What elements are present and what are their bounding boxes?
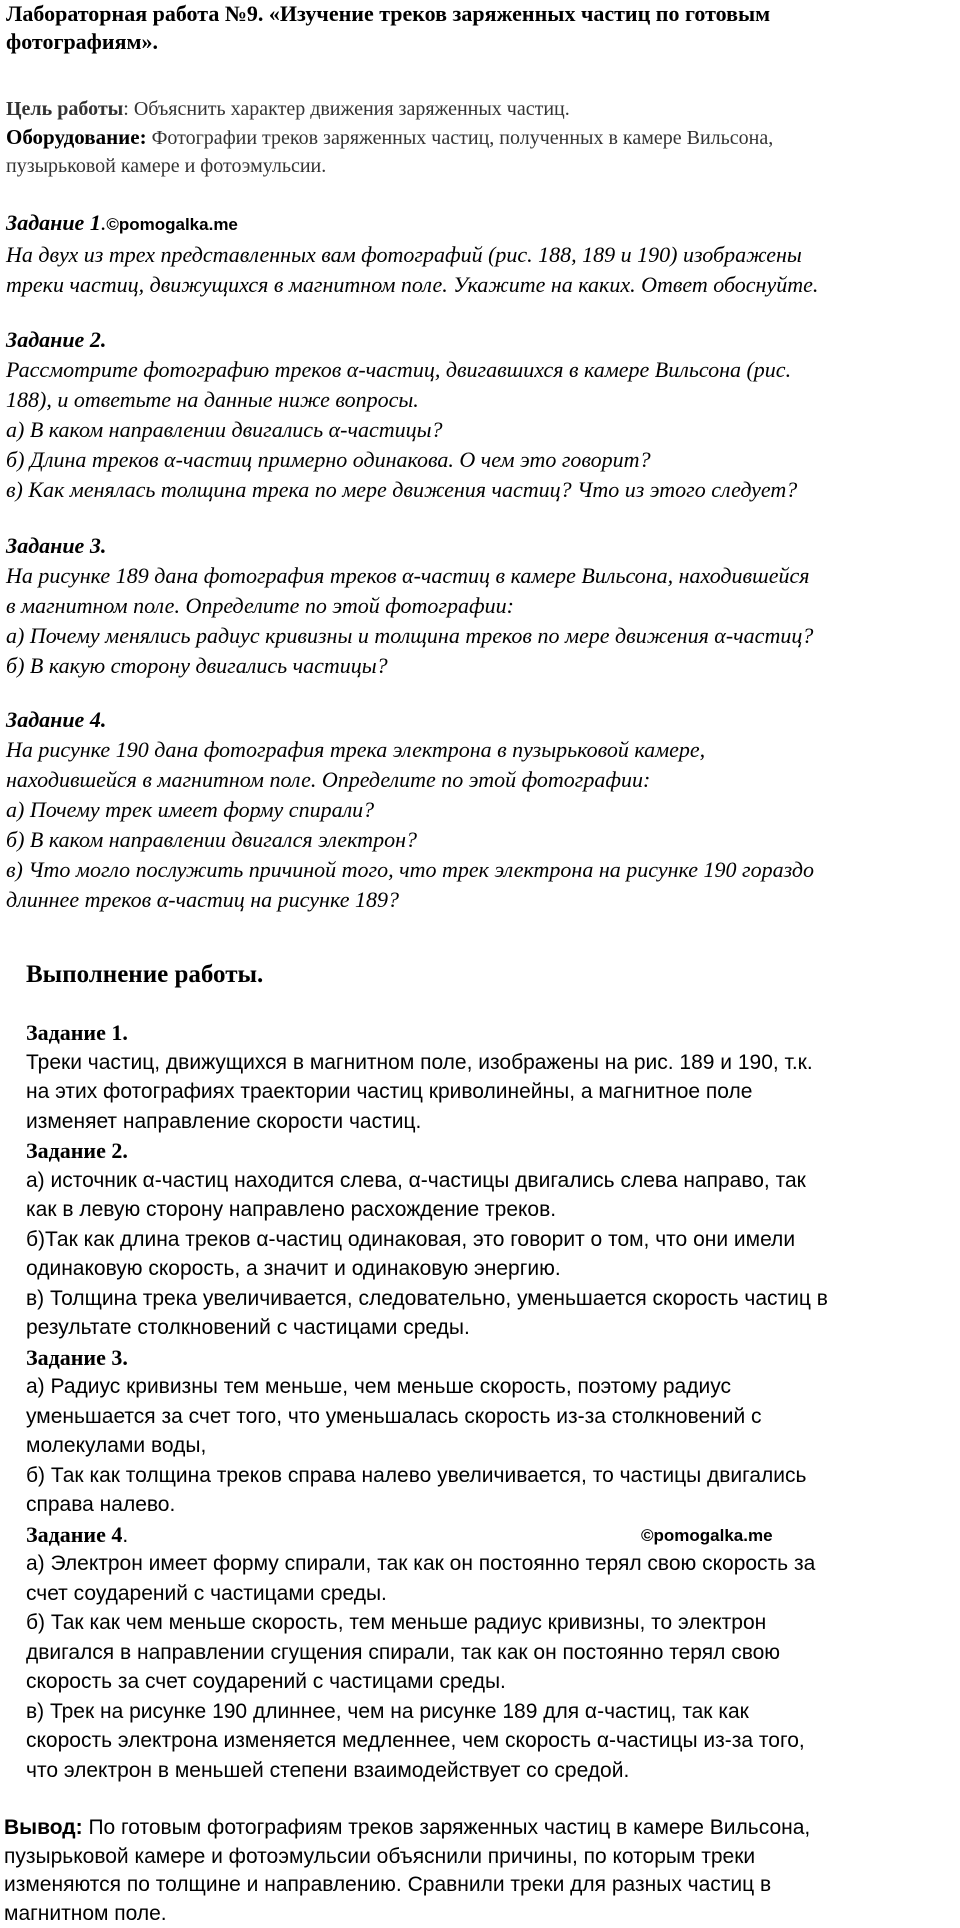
conclusion-line: магнитном поле. (4, 1900, 954, 1928)
solution-task-heading-line (26, 1018, 946, 1048)
solution-line: а) источник α-частиц находится слева, α-частицы двигались слева направо, так (26, 1166, 946, 1196)
task-3-line: На рисунке 189 дана фотография треков α-частиц в камере Вильсона, находившейся (6, 561, 960, 591)
solution-body (26, 1018, 946, 1785)
conclusion-text-1: По готовым фотографиям треков заряженных частиц в камере Вильсона, (83, 1816, 811, 1839)
solution-line: а) Радиус кривизны тем меньше, чем меньше скорость, поэтому радиус (26, 1372, 946, 1402)
task-2-line: Рассмотрите фотографию треков α-частиц, двигавшихся в камере Вильсона (рис. (6, 355, 960, 385)
solution-line: как в левую сторону направлено расхождение треков. (26, 1195, 946, 1225)
conclusion-paragraph (4, 1814, 954, 1928)
solution-line: двигался в направлении сгущения спирали, так как он постоянно терял свою (26, 1638, 946, 1668)
solution-line: счет соударений с частицами среды. (26, 1579, 946, 1609)
conclusion-label: Вывод: (4, 1816, 83, 1839)
solution-line: уменьшается за счет того, что уменьшалась скорость из-за столкновений с (26, 1402, 946, 1432)
solution-line: молекулами воды, (26, 1431, 946, 1461)
watermark-inline: ©pomogalka.me (106, 215, 238, 234)
solution-task-heading-suffix: . (122, 1524, 128, 1547)
task-1-heading: Задание 1 (6, 210, 101, 235)
solution-task-heading-line (26, 1520, 946, 1550)
conclusion-line: изменяются по толщине и направлению. Сравнили треки для разных частиц в (4, 1871, 954, 1900)
solution-line: а) Электрон имеет форму спирали, так как он постоянно терял свою скорость за (26, 1549, 946, 1579)
task-4-block (6, 705, 960, 915)
task-2-line: а) В каком направлении двигались α-частицы? (6, 415, 960, 445)
solution-line: б) Так как чем меньше скорость, тем меньше радиус кривизны, то электрон (26, 1608, 946, 1638)
task-1-heading-suffix: . (101, 210, 107, 235)
solution-line: скорость электрона изменяется медленнее, чем скорость α-частицы из-за того, (26, 1726, 946, 1756)
task-4-line: в) Что могло послужить причиной того, что трек электрона на рисунке 190 гораздо (6, 855, 960, 885)
task-1-heading-line (6, 208, 960, 240)
solution-line: результате столкновений с частицами среды. (26, 1313, 946, 1343)
task-1-line: На двух из трех представленных вам фотографий (рис. 188, 189 и 190) изображены (6, 240, 960, 270)
goal-paragraph (6, 96, 946, 123)
equipment-text-1: Фотографии треков заряженных частиц, полученных в камере Вильсона, (147, 127, 774, 149)
solution-heading: Выполнение работы. (26, 958, 263, 992)
solution-line: б)Так как длина треков α-частиц одинаковая, это говорит о том, что они имели (26, 1225, 946, 1255)
task-1-block (6, 208, 960, 300)
solution-line: в) Трек на рисунке 190 длиннее, чем на рисунке 189 для α-частиц, так как (26, 1697, 946, 1727)
solution-task-heading: Задание 2. (26, 1138, 128, 1163)
solution-task-heading-line (26, 1136, 946, 1166)
task-2-heading: Задание 2. (6, 325, 960, 355)
solution-line: одинаковую скорость, а значит и одинаковую энергию. (26, 1254, 946, 1284)
task-2-line: в) Как менялась толщина трека по мере движения частиц? Что из этого следует? (6, 475, 960, 505)
task-4-heading: Задание 4. (6, 705, 960, 735)
task-1-line: треки частиц, движущихся в магнитном поле. Укажите на каких. Ответ обоснуйте. (6, 270, 960, 300)
conclusion-line: пузырьковой камере и фотоэмульсии объяснили причины, по которым треки (4, 1843, 954, 1872)
solution-line: в) Толщина трека увеличивается, следовательно, уменьшается скорость частиц в (26, 1284, 946, 1314)
conclusion-line (4, 1814, 954, 1843)
equipment-text-2: пузырьковой камере и фотоэмульсии. (6, 155, 326, 177)
task-2-line: 188), и ответьте на данные ниже вопросы. (6, 385, 960, 415)
goal-label: Цель работы (6, 98, 123, 120)
solution-line: скорость за счет соударений с частицами среды. (26, 1667, 946, 1697)
task-4-line: находившейся в магнитном поле. Определите по этой фотографии: (6, 765, 960, 795)
solution-line: Треки частиц, движущихся в магнитном поле, изображены на рис. 189 и 190, т.к. (26, 1048, 946, 1078)
solution-line: справа налево. (26, 1490, 946, 1520)
solution-line: изменяет направление скорости частиц. (26, 1107, 946, 1137)
solution-line: б) Так как толщина треков справа налево увеличивается, то частицы двигались (26, 1461, 946, 1491)
task-3-line: а) Почему менялись радиус кривизны и толщина треков по мере движения α-частиц? (6, 621, 960, 651)
title-line-1: Лабораторная работа №9. «Изучение треков заряженных частиц по готовым (6, 0, 946, 28)
task-2-line: б) Длина треков α-частиц примерно одинакова. О чем это говорит? (6, 445, 960, 475)
page-title (6, 0, 946, 56)
task-4-line: На рисунке 190 дана фотография трека электрона в пузырьковой камере, (6, 735, 960, 765)
task-4-line: б) В каком направлении двигался электрон? (6, 825, 960, 855)
equipment-label: Оборудование: (6, 125, 147, 149)
task-3-block (6, 531, 960, 681)
task-2-block (6, 325, 960, 505)
solution-line: на этих фотографиях траектории частиц криволинейны, а магнитное поле (26, 1077, 946, 1107)
solution-task-heading: Задание 3. (26, 1345, 128, 1370)
task-3-line: в магнитном поле. Определите по этой фотографии: (6, 591, 960, 621)
solution-task-heading: Задание 4 (26, 1522, 122, 1547)
goal-text: : Объяснить характер движения заряженных частиц. (123, 98, 570, 120)
equipment-paragraph (6, 123, 946, 180)
watermark: ©pomogalka.me (641, 1526, 773, 1546)
title-line-2: фотографиям». (6, 28, 946, 56)
solution-task-heading-line (26, 1343, 946, 1373)
task-3-heading: Задание 3. (6, 531, 960, 561)
task-4-line: а) Почему трек имеет форму спирали? (6, 795, 960, 825)
task-4-line: длиннее треков α-частиц на рисунке 189? (6, 885, 960, 915)
task-3-line: б) В какую сторону двигались частицы? (6, 651, 960, 681)
solution-task-heading: Задание 1. (26, 1020, 128, 1045)
solution-line: что электрон в меньшей степени взаимодействует со средой. (26, 1756, 946, 1786)
